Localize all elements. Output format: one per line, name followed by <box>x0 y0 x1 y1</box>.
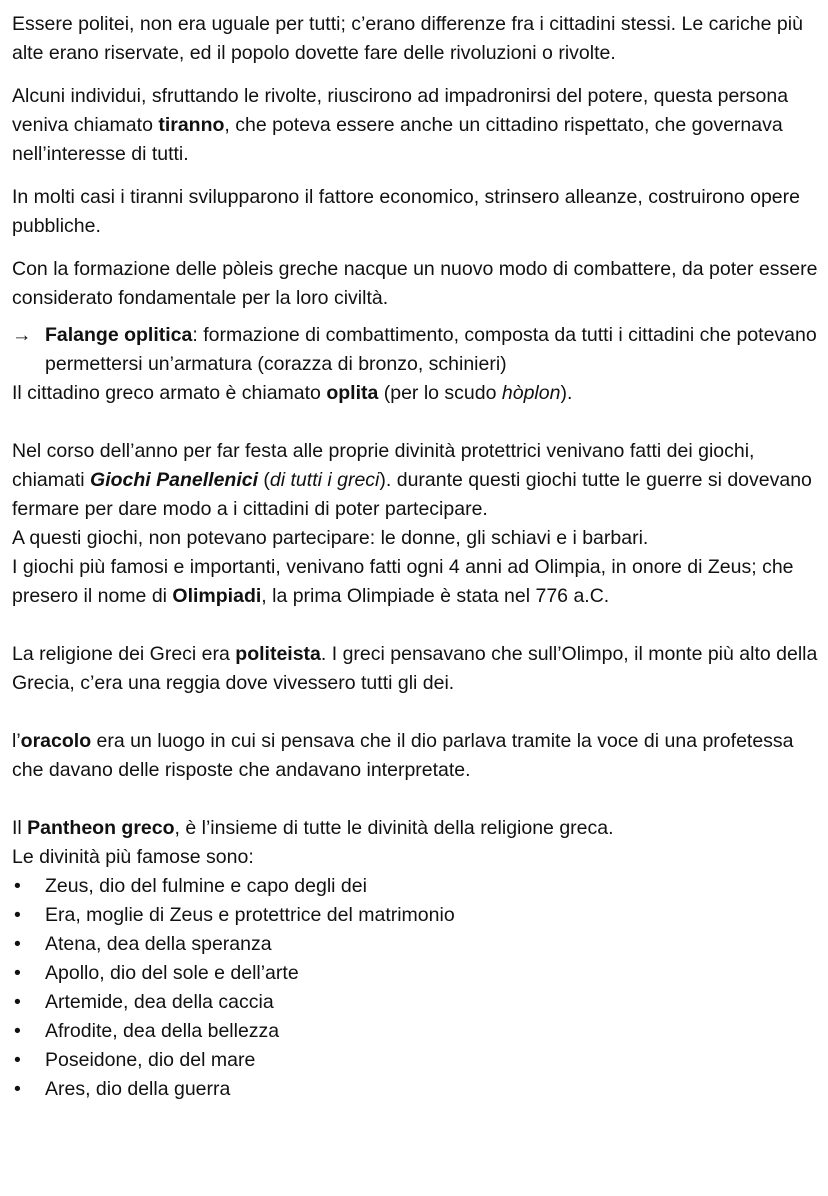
paragraph-pantheon <box>12 814 818 843</box>
text: , che poteva essere anche un cittadino rispettato, che governava nell’interesse di tutti. <box>12 114 783 165</box>
paragraph-poleis: Con la formazione delle pòleis greche nacque un nuovo modo di combattere, da poter essere considerato fondamentale per la loro civiltà. <box>12 258 818 309</box>
text: I giochi più famosi e importanti, venivano fatti ogni 4 anni ad Olimpia, in onore di Zeus; che presero il nome di <box>12 556 794 607</box>
text: . I greci pensavano che sull’Olimpo, il monte più alto della Grecia, c’era una reggia dove vivessero tutti gli dei. <box>12 643 818 694</box>
list-item-text: Atena, dea della speranza <box>45 933 272 955</box>
term-tiranno: tiranno <box>158 114 225 136</box>
list-item <box>12 930 818 959</box>
list-item-text: Apollo, dio del sole e dell’arte <box>45 962 299 984</box>
text: , è l’insieme di tutte le divinità della religione greca. <box>174 817 614 839</box>
paragraph-giochi <box>12 437 818 524</box>
paragraph-politei: Essere politei, non era uguale per tutti; c’erano differenze fra i cittadini stessi. Le cariche più alte erano riservate, ed il popolo dovette fare delle rivoluzioni o rivolte. <box>12 13 803 64</box>
text: (per lo scudo <box>378 382 502 404</box>
term-giochi-panellenici: Giochi Panellenici <box>90 469 258 491</box>
arrow-right-icon: → <box>12 324 32 346</box>
list-item <box>12 959 818 988</box>
list-item <box>12 988 818 1017</box>
list-item <box>12 1017 818 1046</box>
bullet-icon: • <box>14 962 21 984</box>
text: l’ <box>12 730 21 752</box>
list-item-text: Zeus, dio del fulmine e capo degli dei <box>45 875 367 897</box>
paragraph-olimpiadi <box>12 553 818 611</box>
text: Nel corso dell’anno per far festa alle proprie divinità protettrici venivano fatti dei giochi, chiamati <box>12 440 755 491</box>
paragraph-partecipanti: A questi giochi, non potevano partecipare: le donne, gli schiavi e i barbari. <box>12 527 649 549</box>
bullet-icon: • <box>14 904 21 926</box>
paragraph-tiranni: In molti casi i tiranni svilupparono il fattore economico, strinsero alleanze, costruirono opere pubbliche. <box>12 186 800 237</box>
term-hoplon: hòplon <box>501 382 561 404</box>
text: ( <box>258 469 270 491</box>
term-falange: Falange oplitica <box>45 324 193 346</box>
text-italic: di tutti i greci <box>269 469 380 491</box>
list-item <box>12 1075 818 1104</box>
term-oracolo: oracolo <box>20 730 92 752</box>
text: Il <box>12 817 28 839</box>
divinita-list <box>12 872 818 1104</box>
list-item-text: Ares, dio della guerra <box>45 1078 231 1100</box>
bullet-icon: • <box>14 1020 21 1042</box>
paragraph-oplita <box>12 379 818 408</box>
text: Il cittadino greco armato è chiamato <box>12 382 327 404</box>
term-pantheon: Pantheon greco <box>27 817 175 839</box>
term-olimpiadi: Olimpiadi <box>172 585 262 607</box>
text: era un luogo in cui si pensava che il dio parlava tramite la voce di una profetessa che davano delle risposte che andavano interpretate. <box>12 730 794 781</box>
list-item <box>12 1046 818 1075</box>
bullet-icon: • <box>14 933 21 955</box>
text: ). <box>560 382 573 404</box>
bullet-icon: • <box>14 1049 21 1071</box>
text: , la prima Olimpiade è stata nel 776 a.C. <box>261 585 610 607</box>
bullet-icon: • <box>14 875 21 897</box>
paragraph-tiranno <box>12 82 818 169</box>
list-item-text: Afrodite, dea della bellezza <box>45 1020 280 1042</box>
list-item <box>12 872 818 901</box>
term-politeista: politeista <box>235 643 321 665</box>
list-item <box>12 901 818 930</box>
text: ). durante questi giochi tutte le guerre si dovevano fermare per dare modo a i cittadini di poter partecipare. <box>12 469 812 520</box>
text: La religione dei Greci era <box>12 643 236 665</box>
bullet-icon: • <box>14 991 21 1013</box>
bullet-icon: • <box>14 1078 21 1100</box>
list-item-text: Poseidone, dio del mare <box>45 1049 256 1071</box>
list-item-text: Era, moglie di Zeus e protettrice del matrimonio <box>45 904 455 926</box>
term-oplita: oplita <box>326 382 379 404</box>
falange-item <box>12 321 818 379</box>
list-item-text: Artemide, dea della caccia <box>45 991 274 1013</box>
paragraph-religione <box>12 640 818 698</box>
paragraph-oracolo <box>12 727 818 785</box>
paragraph-divinita-intro: Le divinità più famose sono: <box>12 846 254 868</box>
text: Alcuni individui, sfruttando le rivolte, riuscirono ad impadronirsi del potere, questa persona veniva chiamato <box>12 85 789 136</box>
text: : formazione di combattimento, composta da tutti i cittadini che potevano permettersi un’armatura (corazza di bronzo, schinieri) <box>45 324 817 375</box>
